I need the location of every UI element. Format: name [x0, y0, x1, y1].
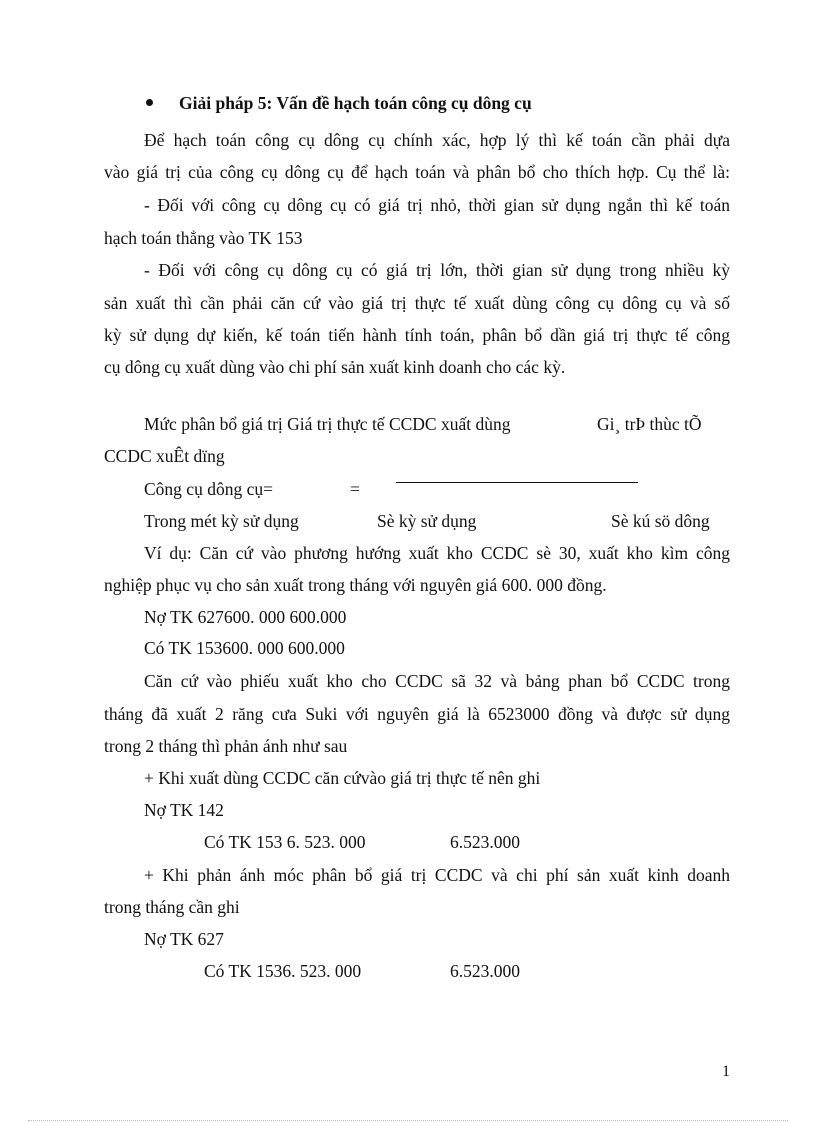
fraction-line: [396, 482, 638, 483]
para4-line3: trong 2 tháng thì phản ánh như sau: [104, 736, 348, 756]
entry2-credit-label: Có TK 153 6. 523. 000: [204, 832, 366, 852]
example-line2: nghiệp phục vụ cho sản xuất trong tháng với nguyên giá 600. 000 đồng.: [104, 575, 607, 595]
entry1-credit: Có TK 153600. 000 600.000: [144, 638, 345, 658]
para4-line2: tháng đã xuất 2 răng cưa Suki với nguyên giá là 6523000 đồng và được sử dụng: [104, 704, 730, 724]
entry2-debit: Nợ TK 142: [144, 800, 224, 820]
example-line1: Ví dụ: Căn cứ vào phương hướng xuất kho CCDC sè 30, xuất kho kìm công: [144, 543, 730, 563]
entry3-credit-label: Có TK 1536. 523. 000: [204, 961, 362, 981]
para2-line2: hạch toán thẳng vào TK 153: [104, 228, 303, 248]
para3-line3: kỳ sử dụng dự kiến, kế toán tiến hành tính toán, phân bổ dần giá trị thực tế công: [104, 325, 730, 345]
formula-row3-left: Công cụ dông cụ=: [144, 479, 273, 499]
formula-equals: =: [350, 479, 360, 499]
formula-row4-right: Sè kú sö dông: [611, 511, 710, 531]
para3-line1: - Đối với công cụ dông cụ có giá trị lớn, thời gian sử dụng trong nhiều kỳ: [144, 260, 730, 280]
note1: + Khi xuất dùng CCDC căn cứvào giá trị thực tế nên ghi: [144, 768, 541, 788]
entry1-debit: Nợ TK 627600. 000 600.000: [144, 607, 347, 627]
formula-row4-left: Trong mét kỳ sử dụng: [144, 511, 299, 531]
section-heading: Giải pháp 5: Vấn đề hạch toán công cụ dông cụ: [179, 93, 532, 113]
note2-line2: trong tháng cần ghi: [104, 897, 240, 917]
entry3-debit: Nợ TK 627: [144, 929, 224, 949]
page-number: 1: [722, 1063, 730, 1080]
entry3-credit-amount: 6.523.000: [450, 961, 520, 981]
para4-line1: Căn cứ vào phiếu xuất kho cho CCDC sã 32 và bảng phan bổ CCDC trong: [144, 671, 730, 691]
formula-row4-mid: Sè kỳ sử dụng: [377, 511, 477, 531]
para1-line2: vào giá trị của công cụ dông cụ để hạch toán và phân bổ cho thích hợp. Cụ thể là:: [104, 162, 730, 182]
entry2-credit-amount: 6.523.000: [450, 832, 520, 852]
para3-line4: cụ dông cụ xuất dùng vào chi phí sản xuất kinh doanh cho các kỳ.: [104, 357, 566, 377]
formula-row1-left: Mức phân bổ giá trị Giá trị thực tế CCDC xuất dùng: [144, 414, 511, 434]
formula-row1-right: Gi¸ trÞ thùc tÕ: [597, 414, 702, 434]
bullet-icon: [146, 99, 153, 106]
formula-row2: CCDC xuÊt dïng: [104, 446, 225, 466]
note2-line1: + Khi phản ánh móc phân bổ giá trị CCDC và chi phí sản xuất kinh doanh: [144, 865, 730, 885]
para1-line1: Để hạch toán công cụ dông cụ chính xác, hợp lý thì kế toán cần phải dựa: [144, 130, 730, 150]
para2-line1: - Đối với công cụ dông cụ có giá trị nhỏ, thời gian sử dụng ngắn thì kế toán: [144, 195, 730, 215]
para3-line2: sản xuất thì cần phải căn cứ vào giá trị thực tế xuất dùng công cụ dông cụ và số: [104, 293, 730, 313]
footer-divider: [28, 1120, 788, 1121]
